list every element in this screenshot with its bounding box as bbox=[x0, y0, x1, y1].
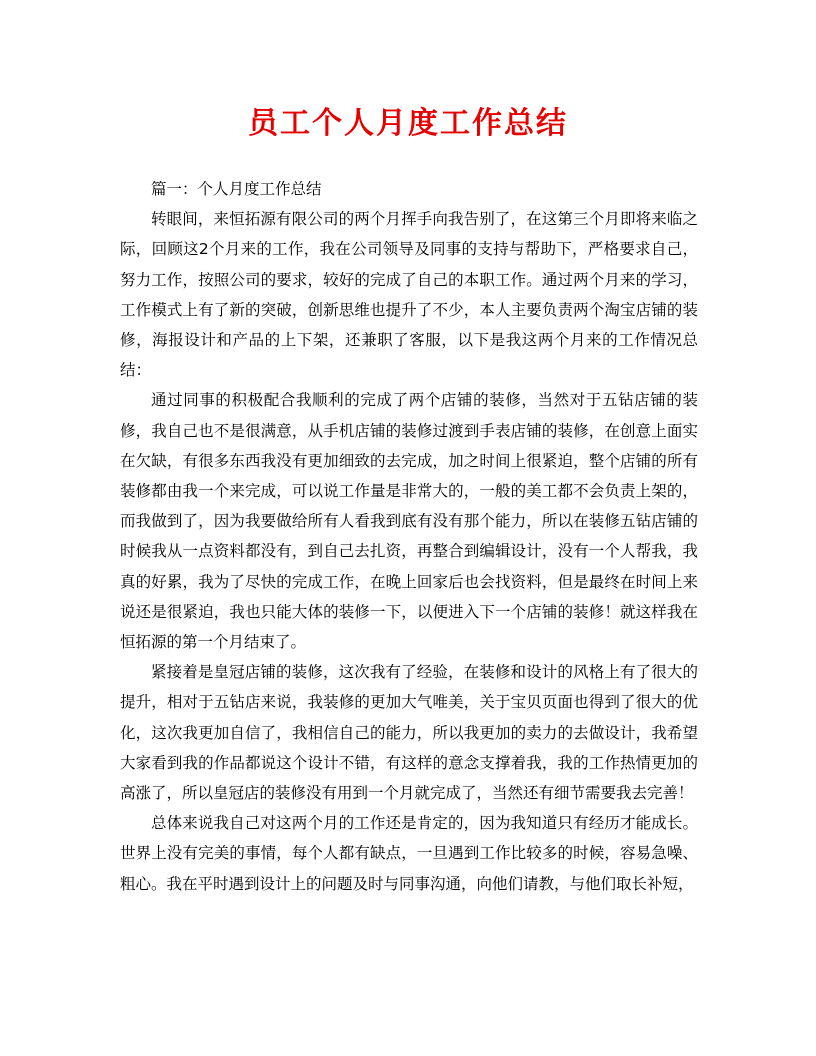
paragraph-heading: 篇一：个人月度工作总结 bbox=[151, 180, 322, 198]
document-title: 员工个人月度工作总结 bbox=[248, 106, 568, 141]
paragraph: 通过同事的积极配合我顺利的完成了两个店铺的装修，当然对于五钻店铺的装修，我自己也不是很满意，从手机店铺的装修过渡到手表店铺的装修，在创意上面实在欠缺，有很多东西我没有更加细致的去完成，加之时间上很紧迫，整个店铺的所有装修都由我一个来完成，可以说工作量是非常大的，一般的美工都不会负责上架的，而我做到了，因为我要做给所有人看我到底有没有那个能力，所以在装修五钻店铺的时候我从一点资料都没有，到自己去扎资，再整合到编辑设计，没有一个人帮我，我真的好累，我为了尽快的完成工作，在晚上回家后也会找资料，但是最终在时间上来说还是很紧迫，我也只能大体的装修一下，以便进入下一个店铺的装修！就这样我在恒拓源的第一个月结束了。 bbox=[120, 391, 698, 652]
paragraph: 转眼间，来恒拓源有限公司的两个月挥手向我告别了，在这第三个月即将来临之际，回顾这2个月来的工作，我在公司领导及同事的支持与帮助下，严格要求自己，努力工作，按照公司的要求，较好的完成了自己的本职工作。通过两个月来的学习，工作模式上有了新的突破，创新思维也提升了不少，本人主要负责两个淘宝店铺的装修，海报设计和产品的上下架，还兼职了客服，以下是我这两个月来的工作情况总结： bbox=[120, 210, 698, 380]
paragraph: 总体来说我自己对这两个月的工作还是肯定的，因为我知道只有经历才能成长。世界上没有完美的事情，每个人都有缺点，一旦遇到工作比较多的时候，容易急噪、粗心。我在平时遇到设计上的问题及时与同事沟通，向他们请教，与他们取长补短， bbox=[120, 814, 698, 893]
paragraph: 紧接着是皇冠店铺的装修，这次我有了经验，在装修和设计的风格上有了很大的提升，相对于五钻店来说，我装修的更加大气唯美，关于宝贝页面也得到了很大的优化，这次我更加自信了，我相信自己的能力，所以我更加的卖力的去做设计，我希望大家看到我的作品都说这个设计不错，有这样的意念支撑着我，我的工作热情更加的高涨了，所以皇冠店的装修没有用到一个月就完成了，当然还有细节需要我去完善！ bbox=[120, 663, 698, 803]
document-body bbox=[120, 174, 698, 899]
